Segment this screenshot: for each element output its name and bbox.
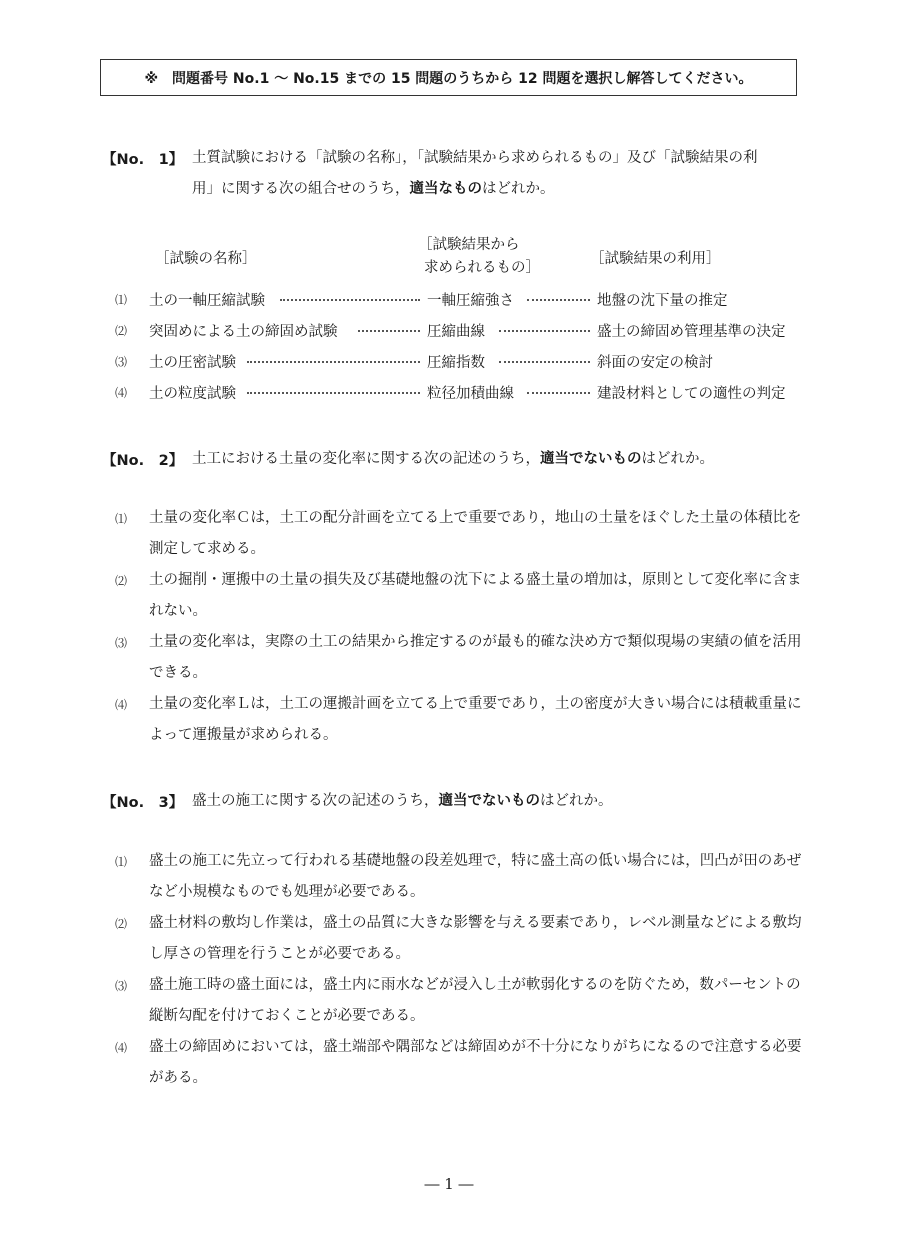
- page-number: ― 1 ―: [424, 1175, 474, 1193]
- option: [115, 846, 805, 908]
- question-1-line2: 用」に関する次の組合せのうち，適当なものはどれか。: [192, 181, 555, 197]
- option-number: ⑴: [115, 293, 128, 307]
- option-text: 土量の変化率Ｃは，土工の配分計画を立てる上で重要であり，地山の土量をほぐした土量の体積比を測定して求める。: [149, 510, 802, 557]
- table-row: [115, 351, 805, 373]
- question-number: 【No. 2】: [102, 453, 184, 469]
- test-use: 地盤の沈下量の推定: [597, 293, 728, 309]
- test-result: 圧縮曲線: [427, 324, 485, 340]
- emphasis: 適当でないもの: [540, 451, 642, 467]
- option-text: 盛土の施工に先立って行われる基礎地盤の段差処理で，特に盛土高の低い場合には，凹凸が田のあぜなど小規模なものでも処理が必要である。: [149, 853, 802, 900]
- option-number: ⑵: [115, 324, 128, 338]
- option-number: ⑵: [115, 574, 128, 588]
- question-number: 【No. 1】: [102, 152, 184, 168]
- test-result: 圧縮指数: [427, 355, 485, 371]
- option-number: ⑵: [115, 917, 128, 931]
- option-text: 土量の変化率は，実際の土工の結果から推定するのが最も的確な決め方で類似現場の実績の値を活用できる。: [149, 634, 802, 681]
- option-number: ⑷: [115, 386, 128, 400]
- option-number: ⑴: [115, 512, 128, 526]
- test-result: 粒径加積曲線: [427, 386, 514, 402]
- option-text: 盛土施工時の盛土面には，盛土内に雨水などが浸入し土が軟弱化するのを防ぐため，数パーセントの縦断勾配を付けておくことが必要である。: [149, 977, 801, 1024]
- option: [115, 503, 805, 565]
- option-text: 盛土の締固めにおいては，盛土端部や隅部などは締固めが不十分になりがちになるので注意する必要がある。: [149, 1039, 802, 1086]
- option-number: ⑶: [115, 979, 128, 993]
- leader-dots: [247, 361, 420, 363]
- option-text: 土の掘削・運搬中の土量の損失及び基礎地盤の沈下による盛土量の増加は，原則として変化率に含まれない。: [149, 572, 802, 619]
- leader-dots: [527, 299, 590, 301]
- option: [115, 565, 805, 627]
- emphasis: 適当なもの: [409, 181, 482, 197]
- question-2-stem: 土工における土量の変化率に関する次の記述のうち，適当でないものはどれか。: [192, 451, 714, 467]
- table-row: [115, 382, 805, 404]
- question-3-header: [102, 791, 192, 812]
- test-name: 土の粒度試験: [149, 386, 236, 402]
- test-name: 土の一軸圧縮試験: [149, 293, 265, 309]
- header-test-name: ［試験の名称］: [155, 251, 257, 267]
- leader-dots: [527, 392, 590, 394]
- option-number: ⑴: [115, 855, 128, 869]
- header-result-line1: ［試験結果から: [418, 237, 520, 253]
- header-use: ［試験結果の利用］: [590, 251, 721, 267]
- question-1-header: [102, 148, 192, 169]
- leader-dots: [499, 361, 590, 363]
- test-name: 突固めによる土の締固め試験: [149, 324, 338, 340]
- emphasis: 適当でないもの: [438, 793, 540, 809]
- leader-dots: [280, 299, 420, 301]
- option: [115, 627, 805, 689]
- instruction-box: [100, 59, 797, 96]
- option: [115, 1032, 805, 1094]
- test-result: 一軸圧縮強さ: [427, 293, 514, 309]
- test-name: 土の圧密試験: [149, 355, 236, 371]
- option-number: ⑷: [115, 1041, 128, 1055]
- question-3-stem: 盛土の施工に関する次の記述のうち，適当でないものはどれか。: [192, 793, 613, 809]
- option-number: ⑷: [115, 698, 128, 712]
- question-2-header: [102, 449, 192, 470]
- table-row: [115, 320, 805, 342]
- instruction-text: ※ 問題番号 No.1 〜 No.15 までの 15 問題のうちから 12 問題を選択し解答してください。: [144, 70, 753, 87]
- header-result-line2: 求められるもの］: [424, 260, 540, 276]
- option-text: 盛土材料の敷均し作業は，盛土の品質に大きな影響を与える要素であり，レベル測量などによる敷均し厚さの管理を行うことが必要である。: [149, 915, 802, 962]
- option-number: ⑶: [115, 636, 128, 650]
- option: [115, 908, 805, 970]
- question-1-stem: [192, 143, 802, 205]
- question-number: 【No. 3】: [102, 795, 184, 811]
- leader-dots: [499, 330, 590, 332]
- leader-dots: [358, 330, 420, 332]
- option-text: 土量の変化率Ｌは，土工の運搬計画を立てる上で重要であり，土の密度が大きい場合には積載重量によって運搬量が求められる。: [149, 696, 802, 743]
- test-use: 斜面の安定の検討: [597, 355, 713, 371]
- table-row: [115, 289, 805, 311]
- option: [115, 689, 805, 751]
- test-use: 建設材料としての適性の判定: [597, 386, 786, 402]
- option-number: ⑶: [115, 355, 128, 369]
- leader-dots: [247, 392, 420, 394]
- option: [115, 970, 805, 1032]
- question-1-line1: 土質試験における「試験の名称」，「試験結果から求められるもの」及び「試験結果の利: [192, 150, 758, 166]
- test-use: 盛土の締固め管理基準の決定: [597, 324, 786, 340]
